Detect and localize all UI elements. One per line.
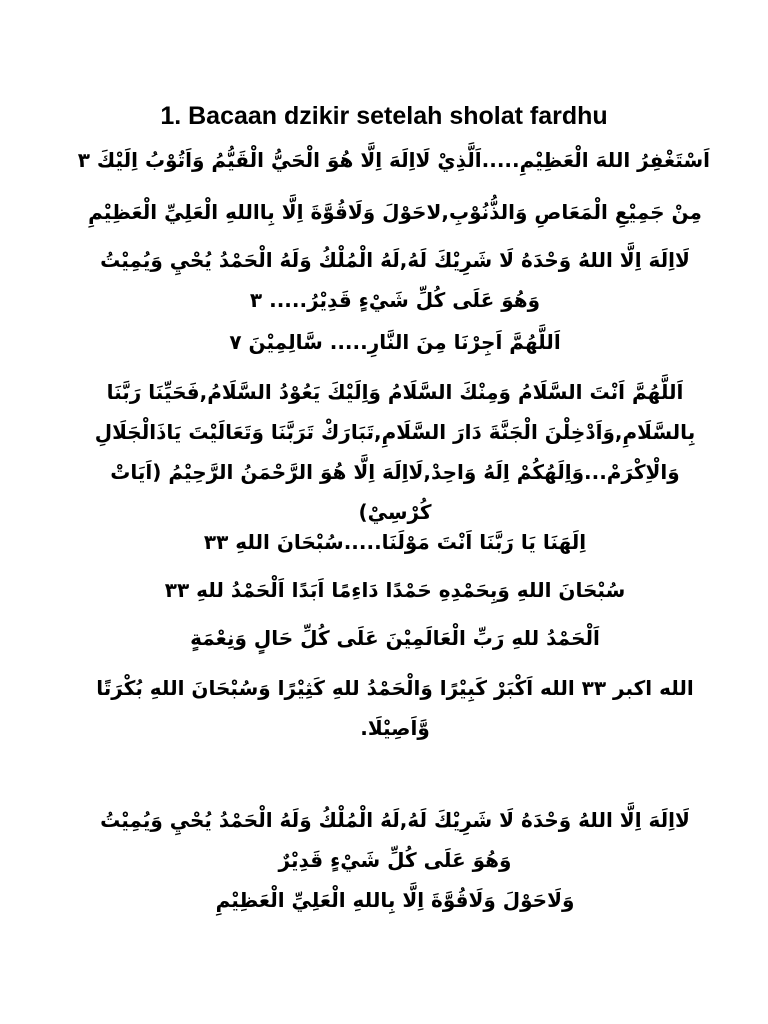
dzikir-line-ajirna: اَللَّهُمَّ اَجِرْنَا مِنَ النَّارِ..... سَّالِمِيْنَ ٧ <box>229 330 561 354</box>
dzikir-line-hauqalah: وَلَاحَوْلَ وَلَاقُوَّةَ اِلَّا بِاللهِ الْعَلِيِّ الْعَظِيْمِ <box>215 888 575 912</box>
dzikir-line-antas-salam: اَللَّهُمَّ اَنْتَ السَّلَامُ وَمِنْكَ السَّلَامُ وَاِلَيْكَ يَعُوْدُ السَّلَامُ,فَحَيِّنَا رَبَّنَا بِالسَّلَامِ,وَاَدْخِلْنَ الْجَنَّةَ دَارَ السَّلَامِ,تَبَارَكْ تَرَبَّنَا وَتَعَالَيْتَ يَاذَالْجَلَالِ وَالْاِكْرَمْ...وَاِلَهُكُمْ اِلَهُ وَاحِدْ,لَااِلَهَ اِلَّا هُوَ الرَّحْمَنُ الرَّحِيْمُ (اَيَاتْ كُرْسِيْ) <box>94 380 696 524</box>
dzikir-line-hamdalah: اَلْحَمْدُ للهِ رَبِّ الْعَالَمِيْنَ عَلَى كُلِّ حَالٍ وَنِعْمَةٍ <box>190 626 600 650</box>
dzikir-line-istighfar-cont: مِنْ جَمِيْعِ الْمَعَاصِ وَالذُّنُوْبِ,لاحَوْلَ وَلَاقُوَّةَ اِلَّا بِااللهِ الْعَلِيِّ الْعَظِيْمِ <box>88 200 702 224</box>
dzikir-line-alhamdulillah: سُبْحَانَ اللهِ وَبِحَمْدِهِ حَمْدًا دَاءِمًا اَبَدًا اَلْحَمْدُ للهِ ٣٣ <box>164 578 626 602</box>
dzikir-line-subhanallah: اِلَهَنَا يَا رَبَّنَا اَنْتَ مَوْلَنَا.....سُبْحَانَ اللهِ ٣٣ <box>203 530 587 554</box>
dzikir-line-tahlil-2: لَااِلَهَ اِلَّا اللهُ وَحْدَهُ لَا شَرِيْكَ لَهُ,لَهُ الْمُلْكُ وَلَهُ الْحَمْدُ يُحْيِ وَيُمِيْتُ وَهُوَ عَلَى كُلِّ شَيْءٍ قَدِيْرٌ <box>100 808 690 872</box>
dzikir-line-istighfar: اَسْتَغْفِرُ اللهَ الْعَظِيْمِ.....اَلَّذِيْ لَااِلَهَ اِلَّا هُوَ الْحَيُّ الْقَيُّمُ وَاَتُوْبُ اِلَيْكَ ٣ <box>77 148 710 172</box>
dzikir-line-takbir: الله اكبر ٣٣ الله اَكْبَرْ كَبِيْرًا وَالْحَمْدُ للهِ كَثِيْرًا وَسُبْحَانَ اللهِ بُكْرَتًا وَّاَصِيْلَا. <box>96 676 694 740</box>
page-title: 1. Bacaan dzikir setelah sholat fardhu <box>160 102 608 130</box>
dzikir-line-tahlil: لَااِلَهَ اِلَّا اللهُ وَحْدَهُ لَا شَرِيْكَ لَهُ,لَهُ الْمُلْكُ وَلَهُ الْحَمْدُ يُحْيِ وَيُمِيْتُ وَهُوَ عَلَى كُلِّ شَيْءٍ قَدِيْرُ..... ٣ <box>100 248 690 312</box>
